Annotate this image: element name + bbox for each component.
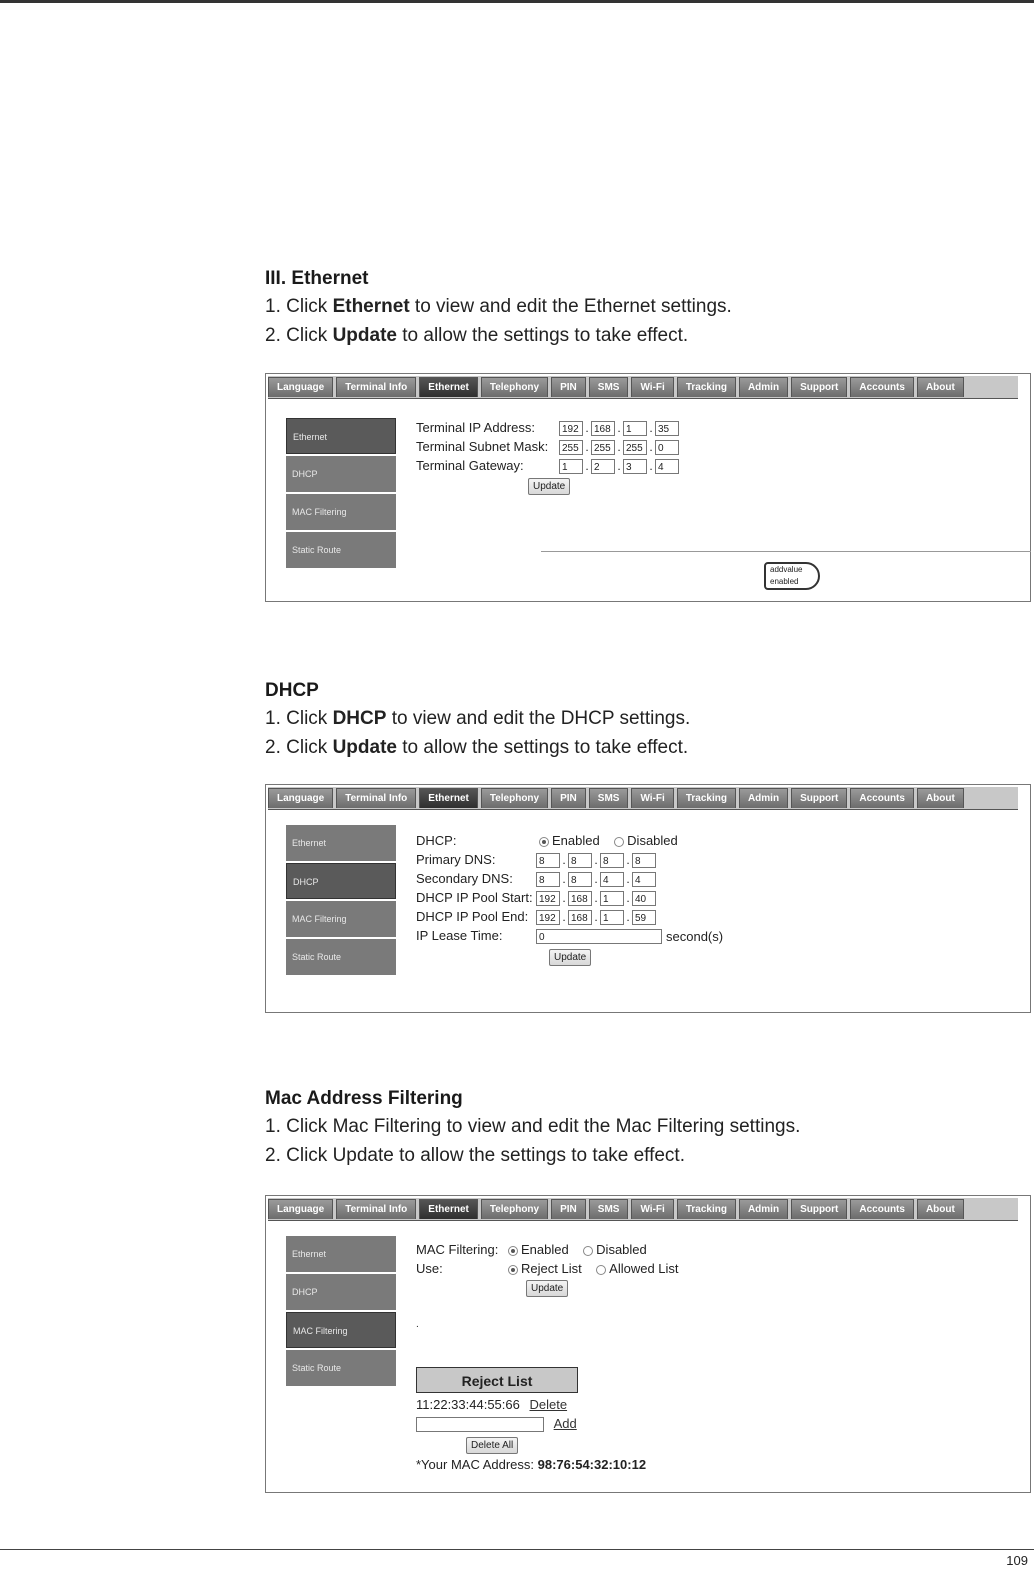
pool-end-input: 192 . 168 . 1 . 59 — [536, 908, 656, 927]
your-mac-label: *Your MAC Address: — [416, 1457, 538, 1472]
step-1-dhcp: 1. Click DHCP to view and edit the DHCP settings. — [265, 708, 691, 729]
secondary-dns-label: Secondary DNS: — [416, 871, 513, 886]
side-item-ethernet[interactable]: Ethernet — [286, 1236, 396, 1272]
tab-admin[interactable]: Admin — [739, 1199, 788, 1219]
reject-list-title: Reject List — [416, 1367, 578, 1393]
add-row — [416, 1414, 756, 1433]
section-heading-ethernet: III. Ethernet — [265, 268, 369, 289]
reject-list-label: Reject List — [521, 1261, 582, 1276]
dhcp-disabled-radio[interactable] — [614, 837, 624, 847]
dhcp-enabled-label: Enabled — [552, 833, 600, 848]
tab-support[interactable]: Support — [791, 1199, 847, 1219]
pdns-octet-2[interactable]: 8 — [568, 853, 592, 868]
tab-bar — [268, 1198, 1018, 1221]
page-number: 109 — [1006, 1553, 1028, 1568]
tab-terminal-info[interactable]: Terminal Info — [336, 1199, 416, 1219]
step-2-ethernet: 2. Click Update to allow the settings to take effect. — [265, 325, 689, 346]
mac-filtering-row — [416, 1240, 756, 1259]
delete-all-button[interactable]: Delete All — [466, 1437, 518, 1454]
pdns-octet-1[interactable]: 8 — [536, 853, 560, 868]
tab-wifi[interactable]: Wi-Fi — [631, 1199, 673, 1219]
tab-about[interactable]: About — [917, 788, 964, 808]
dhcp-screenshot — [265, 784, 1031, 1013]
use-row — [416, 1259, 756, 1278]
side-item-ethernet[interactable]: Ethernet — [286, 825, 396, 861]
addvalue-logo: addvalue enabled — [764, 562, 820, 590]
dhcp-row — [416, 831, 776, 850]
primary-dns-input: 8 . 8 . 8 . 8 — [536, 851, 656, 870]
reject-list-radio[interactable] — [508, 1265, 518, 1275]
lease-label: IP Lease Time: — [416, 928, 503, 943]
tab-telephony[interactable]: Telephony — [481, 1199, 548, 1219]
primary-dns-label: Primary DNS: — [416, 852, 496, 867]
sdns-octet-4[interactable]: 4 — [632, 872, 656, 887]
step-1-mac: 1. Click Mac Filtering to view and edit the Mac Filtering settings. — [265, 1116, 801, 1137]
mac-form — [416, 1240, 756, 1474]
end-octet-3[interactable]: 1 — [600, 910, 624, 925]
step-2-dhcp: 2. Click Update to allow the settings to take effect. — [265, 737, 689, 758]
mask-octet-4[interactable]: 0 — [655, 440, 679, 455]
end-octet-4[interactable]: 59 — [632, 910, 656, 925]
side-item-static-route[interactable]: Static Route — [286, 532, 396, 568]
tab-tracking[interactable]: Tracking — [677, 377, 736, 397]
pool-end-row — [416, 907, 776, 926]
tab-language[interactable]: Language — [268, 1199, 333, 1219]
end-octet-1[interactable]: 192 — [536, 910, 560, 925]
start-octet-2[interactable]: 168 — [568, 891, 592, 906]
side-item-ethernet[interactable]: Ethernet — [286, 418, 396, 454]
update-button[interactable]: Update — [549, 949, 591, 966]
bottom-rule — [0, 1549, 1034, 1550]
start-octet-3[interactable]: 1 — [600, 891, 624, 906]
tab-ethernet[interactable]: Ethernet — [419, 788, 478, 808]
start-octet-4[interactable]: 40 — [632, 891, 656, 906]
tab-sms[interactable]: SMS — [589, 377, 629, 397]
ip-address-input: 192 . 168 . 1 . 35 — [559, 419, 679, 438]
gateway-input: 1 . 2 . 3 . 4 — [559, 457, 679, 476]
pool-start-input: 192 . 168 . 1 . 40 — [536, 889, 656, 908]
tab-telephony[interactable]: Telephony — [481, 788, 548, 808]
tab-pin[interactable]: PIN — [551, 377, 586, 397]
section-heading-dhcp: DHCP — [265, 680, 319, 701]
ip-octet-4[interactable]: 35 — [655, 421, 679, 436]
use-label: Use: — [416, 1261, 443, 1276]
end-octet-2[interactable]: 168 — [568, 910, 592, 925]
mac-enabled-radio[interactable] — [508, 1246, 518, 1256]
section-heading-mac: Mac Address Filtering — [265, 1088, 463, 1109]
side-menu — [286, 1236, 396, 1388]
ip-octet-3[interactable]: 1 — [623, 421, 647, 436]
subnet-mask-input: 255 . 255 . 255 . 0 — [559, 438, 679, 457]
tab-accounts[interactable]: Accounts — [850, 1199, 914, 1219]
mac-enabled-label: Enabled — [521, 1242, 569, 1257]
gateway-label: Terminal Gateway: — [416, 458, 524, 473]
secondary-dns-row — [416, 869, 776, 888]
lease-unit: second(s) — [666, 929, 724, 944]
add-link[interactable]: Add — [553, 1416, 577, 1431]
allowed-list-label: Allowed List — [609, 1261, 679, 1276]
side-item-mac-filtering[interactable]: MAC Filtering — [286, 1312, 396, 1348]
ip-label: Terminal IP Address: — [416, 420, 535, 435]
pdns-octet-3[interactable]: 8 — [600, 853, 624, 868]
tab-sms[interactable]: SMS — [589, 788, 629, 808]
tab-telephony[interactable]: Telephony — [481, 377, 548, 397]
tab-pin[interactable]: PIN — [551, 1199, 586, 1219]
side-item-dhcp[interactable]: DHCP — [286, 456, 396, 492]
divider — [541, 551, 1031, 552]
mask-row — [416, 437, 716, 456]
side-menu — [286, 825, 396, 977]
sdns-octet-2[interactable]: 8 — [568, 872, 592, 887]
side-item-mac-filtering[interactable]: MAC Filtering — [286, 901, 396, 937]
delete-link[interactable]: Delete — [529, 1397, 568, 1412]
tab-admin[interactable]: Admin — [739, 788, 788, 808]
tab-tracking[interactable]: Tracking — [677, 1199, 736, 1219]
side-item-static-route[interactable]: Static Route — [286, 939, 396, 975]
step-1-ethernet: 1. Click Ethernet to view and edit the Ethernet settings. — [265, 296, 732, 317]
ethernet-screenshot — [265, 373, 1031, 602]
mac-entry: 11:22:33:44:55:66 — [416, 1397, 520, 1412]
top-rule — [0, 0, 1034, 3]
tab-tracking[interactable]: Tracking — [677, 788, 736, 808]
lease-row — [416, 926, 776, 945]
pool-start-label: DHCP IP Pool Start: — [416, 890, 533, 905]
tab-language[interactable]: Language — [268, 788, 333, 808]
pool-end-label: DHCP IP Pool End: — [416, 909, 529, 924]
tab-about[interactable]: About — [917, 377, 964, 397]
your-mac-value: 98:76:54:32:10:12 — [537, 1457, 647, 1472]
tab-bar — [268, 376, 1018, 399]
gw-octet-2[interactable]: 2 — [591, 459, 615, 474]
mask-label: Terminal Subnet Mask: — [416, 439, 549, 454]
side-item-dhcp[interactable]: DHCP — [286, 863, 396, 899]
gateway-row — [416, 456, 716, 475]
dhcp-enabled-radio[interactable] — [539, 837, 549, 847]
pdns-octet-4[interactable]: 8 — [632, 853, 656, 868]
mask-octet-1[interactable]: 255 — [559, 440, 583, 455]
update-button[interactable]: Update — [526, 1280, 568, 1297]
tab-support[interactable]: Support — [791, 788, 847, 808]
step-2-mac: 2. Click Update to allow the settings to take effect. — [265, 1145, 685, 1166]
tab-wifi[interactable]: Wi-Fi — [631, 377, 673, 397]
dhcp-label: DHCP: — [416, 833, 457, 848]
dot-marker: . — [416, 1319, 419, 1330]
side-item-dhcp[interactable]: DHCP — [286, 1274, 396, 1310]
sdns-octet-3[interactable]: 4 — [600, 872, 624, 887]
dhcp-disabled-label: Disabled — [627, 833, 678, 848]
your-mac-row — [416, 1455, 756, 1474]
side-menu — [286, 418, 396, 570]
tab-ethernet[interactable]: Ethernet — [419, 377, 478, 397]
primary-dns-row — [416, 850, 776, 869]
ip-octet-2[interactable]: 168 — [591, 421, 615, 436]
tab-sms[interactable]: SMS — [589, 1199, 629, 1219]
ethernet-form — [416, 418, 716, 495]
tab-ethernet[interactable]: Ethernet — [419, 1199, 478, 1219]
mask-octet-2[interactable]: 255 — [591, 440, 615, 455]
lease-time-input[interactable]: 0 — [536, 929, 662, 944]
tab-language[interactable]: Language — [268, 377, 333, 397]
update-button[interactable]: Update — [528, 478, 570, 495]
tab-support[interactable]: Support — [791, 377, 847, 397]
tab-terminal-info[interactable]: Terminal Info — [336, 377, 416, 397]
tab-admin[interactable]: Admin — [739, 377, 788, 397]
tab-terminal-info[interactable]: Terminal Info — [336, 788, 416, 808]
gw-octet-3[interactable]: 3 — [623, 459, 647, 474]
tab-about[interactable]: About — [917, 1199, 964, 1219]
pool-start-row — [416, 888, 776, 907]
dhcp-form — [416, 831, 776, 966]
mac-filtering-label: MAC Filtering: — [416, 1242, 499, 1257]
mac-add-input[interactable] — [416, 1417, 544, 1432]
side-item-static-route[interactable]: Static Route — [286, 1350, 396, 1386]
gw-octet-4[interactable]: 4 — [655, 459, 679, 474]
mac-disabled-label: Disabled — [596, 1242, 647, 1257]
start-octet-1[interactable]: 192 — [536, 891, 560, 906]
tab-accounts[interactable]: Accounts — [850, 377, 914, 397]
secondary-dns-input: 8 . 8 . 4 . 4 — [536, 870, 656, 889]
ip-octet-1[interactable]: 192 — [559, 421, 583, 436]
side-item-mac-filtering[interactable]: MAC Filtering — [286, 494, 396, 530]
mask-octet-3[interactable]: 255 — [623, 440, 647, 455]
mac-disabled-radio[interactable] — [583, 1246, 593, 1256]
tab-bar — [268, 787, 1018, 810]
gw-octet-1[interactable]: 1 — [559, 459, 583, 474]
mac-entry-row — [416, 1395, 756, 1414]
tab-pin[interactable]: PIN — [551, 788, 586, 808]
ip-row — [416, 418, 716, 437]
mac-filtering-screenshot — [265, 1195, 1031, 1493]
sdns-octet-1[interactable]: 8 — [536, 872, 560, 887]
allowed-list-radio[interactable] — [596, 1265, 606, 1275]
tab-wifi[interactable]: Wi-Fi — [631, 788, 673, 808]
tab-accounts[interactable]: Accounts — [850, 788, 914, 808]
